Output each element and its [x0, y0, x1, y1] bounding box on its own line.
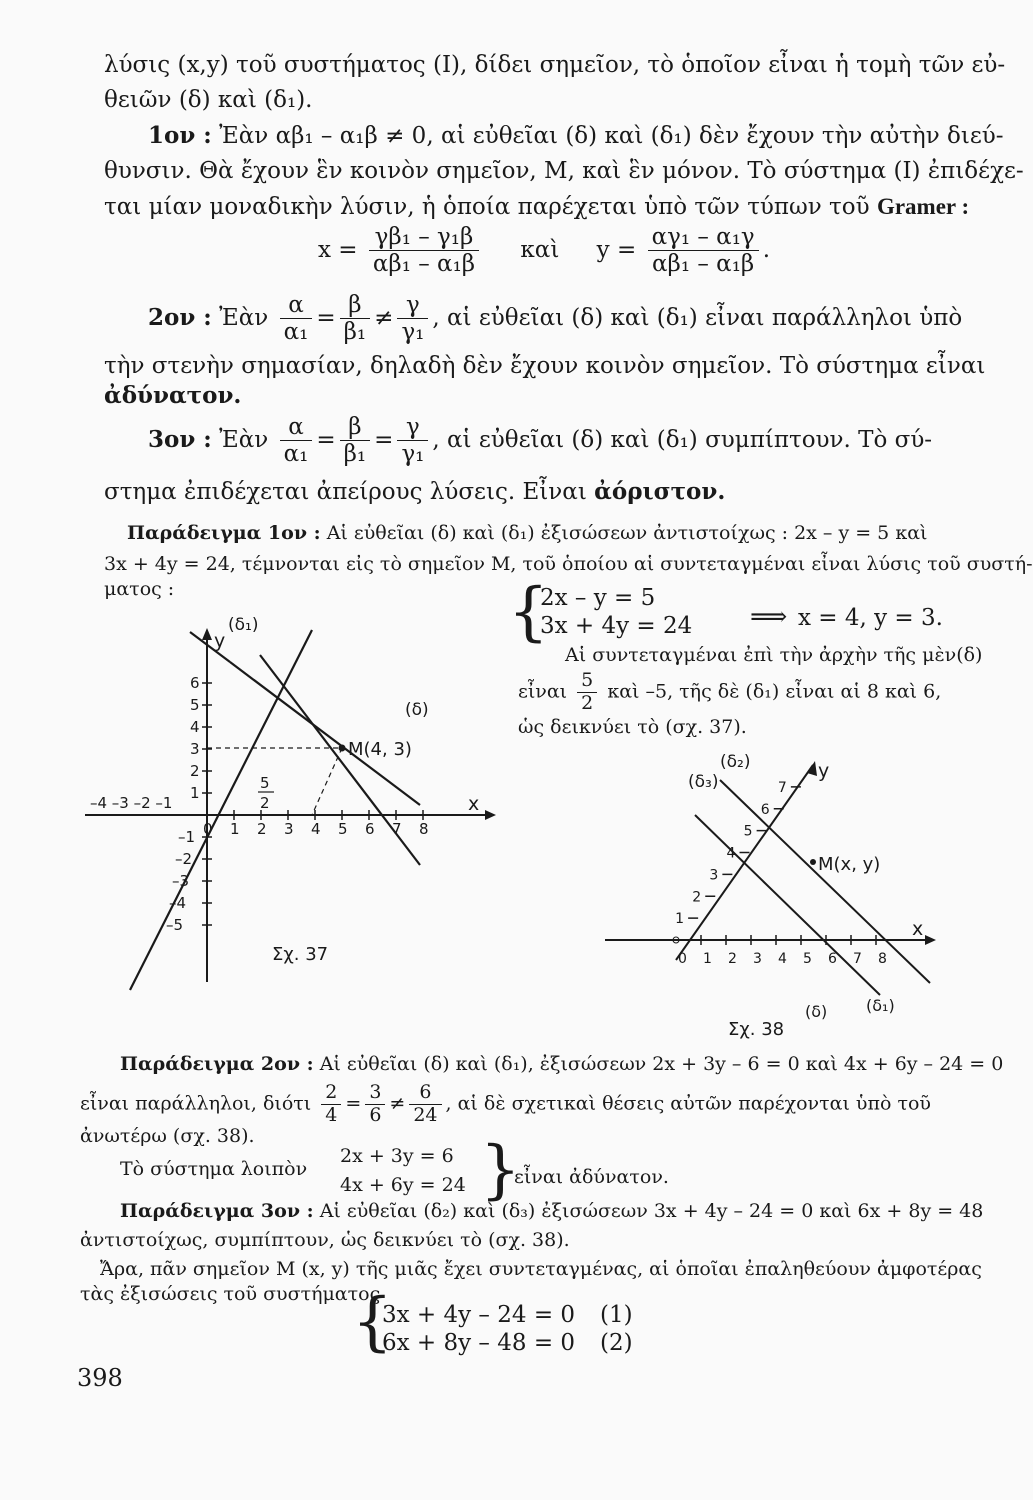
frac-num: α	[280, 414, 313, 441]
y-tick-label: 3	[190, 740, 200, 758]
x-tick-label: 6	[365, 820, 375, 838]
equals-sign: =	[316, 426, 336, 453]
example-3-line-2: ἀντιστοίχως, συμπίπτουν, ὡς δεικνύει τὸ (σχ. 38).	[80, 1229, 570, 1251]
y-lhs: y =	[596, 236, 637, 263]
fig37-half-den: 2	[260, 794, 270, 812]
y-period: .	[762, 236, 770, 263]
example-1-text-1: Αἱ εὐθεῖαι (δ) καὶ (δ₁) ἐξισώσεων ἀντιστοίχως : 2x – y = 5 καὶ	[326, 522, 928, 544]
frac-den: 6	[369, 1103, 382, 1126]
case-2-line-2: τὴν στενὴν σημασίαν, δηλαδὴ δὲν ἔχουν κοινὸν σημεῖον. Τὸ σύστημα εἶναι	[104, 353, 986, 379]
cramer-formulas	[318, 224, 770, 278]
frac-num: β	[340, 292, 371, 319]
x-tick-label: 7	[853, 951, 862, 967]
case-2-if: Ἐὰν	[219, 304, 269, 331]
example-3-line-3: Ἄρα, πᾶν σημεῖον Μ (x, y) τῆς μιᾶς ἔχει συντεταγμένας, αἱ ὁποῖαι ἐπαληθεύουν ἀμφοτέρας	[100, 1258, 982, 1280]
x-tick-label: 6	[828, 951, 837, 967]
frac-num: 3	[365, 1082, 385, 1105]
fig37-label-d1: (δ₁)	[228, 615, 259, 635]
x-tick-label: 5	[338, 820, 348, 838]
fig37-neg-x-ticks: –4 –3 –2 –1	[90, 794, 173, 812]
fig37-label-M: Μ(4, 3)	[348, 739, 412, 760]
ex3-system-num-1: (1)	[600, 1302, 633, 1328]
case-1-text-3: ται μίαν μοναδικὴν λύσιν, ἡ ὁποία παρέχεται ὑπὸ τῶν τύπων τοῦ	[104, 194, 870, 220]
system-brace-2: }	[480, 1133, 521, 1207]
x-lhs: x =	[318, 236, 358, 263]
case-3-if: Ἐὰν	[219, 426, 269, 453]
ex2-system-intro: Τὸ σύστημα λοιπὸν	[120, 1158, 308, 1180]
x-axis-arrow	[925, 935, 936, 945]
y-tick-label: 2	[692, 889, 702, 906]
x-tick-label: 8	[878, 951, 887, 967]
fig38-label-M: Μ(x, y)	[818, 854, 881, 875]
intro-line-2: θειῶν (δ) καὶ (δ₁).	[104, 87, 313, 113]
frac-num: γ	[397, 292, 428, 319]
case-3-frac-3	[397, 414, 428, 468]
example-2-line-1	[120, 1053, 1003, 1075]
y-numerator: αγ₁ – α₁γ	[648, 224, 759, 251]
ex1-solution: x = 4, y = 3.	[798, 605, 943, 631]
frac-num: β	[340, 414, 371, 441]
equals-sign: =	[374, 426, 394, 453]
x-tick-label: 4	[778, 951, 787, 967]
x-tick-label: 0	[678, 951, 687, 967]
y-tick-label: 2	[190, 762, 200, 780]
x-tick-label: 0	[203, 820, 213, 838]
line-d	[695, 815, 880, 995]
example-1-line-3: ματος :	[104, 578, 175, 600]
example-2-text-1: Αἱ εὐθεῖαι (δ) καὶ (δ₁), ἐξισώσεων 2x + 3y – 6 = 0 καὶ 4x + 6y – 24 = 0	[319, 1053, 1004, 1075]
example-2-label: Παράδειγμα 2ον :	[120, 1053, 314, 1075]
frac-num: 2	[321, 1082, 341, 1105]
x-tick-label: 8	[419, 820, 429, 838]
fig38-label-d1: (δ₁)	[866, 996, 895, 1015]
ex2-system-eq-2: 4x + 6y = 24	[340, 1174, 466, 1196]
y-tick-label: 1	[675, 911, 685, 928]
not-equals-sign: ≠	[374, 304, 394, 331]
frac-num: 5	[577, 670, 597, 693]
frac-den: β₁	[343, 319, 367, 346]
fig37-y-ticks	[166, 674, 212, 934]
case-1-line-1	[148, 122, 1004, 149]
x-tick-label: 5	[803, 951, 812, 967]
ex2-system-result: εἶναι ἀδύνατον.	[514, 1166, 669, 1188]
not-equals-sign: ≠	[389, 1092, 406, 1115]
y-tick-label: –3	[172, 872, 190, 890]
frac-den: α₁	[283, 441, 309, 468]
case-3-frac-2	[340, 414, 371, 468]
y-tick-label: –5	[166, 916, 184, 934]
y-denominator: αβ₁ – α₁β	[652, 251, 755, 278]
intro-line-1: λύσις (x,y) τοῦ συστήματος (Ι), δίδει σημεῖον, τὸ ὁποῖον εἶναι ἡ τομὴ τῶν εὐ-	[104, 52, 1006, 78]
x-tick-label: 7	[392, 820, 402, 838]
x-tick-label: 1	[703, 951, 712, 967]
ex1-system-eq-1: 2x – y = 5	[540, 585, 656, 611]
point-M	[810, 859, 816, 865]
case-3-frac-1	[280, 414, 313, 468]
fig37-label-x: x	[468, 793, 480, 815]
implies-arrow: ⟹	[750, 602, 788, 632]
frac-den: γ₁	[401, 319, 425, 346]
page-number: 398	[77, 1364, 123, 1392]
case-1-text-1: Ἐὰν αβ₁ – α₁β ≠ 0, αἱ εὐθεῖαι (δ) καὶ (δ₁) δὲν ἔχουν τὴν αὐτὴν διεύ-	[219, 123, 1004, 149]
case-2-frac-3	[397, 292, 428, 346]
figure-38	[600, 745, 945, 1045]
frac-den: β₁	[343, 441, 367, 468]
y-tick-label: 5	[743, 823, 753, 840]
fig38-label-d2: (δ₂)	[720, 752, 751, 772]
example-1-line-2: 3x + 4y = 24, τέμνονται εἰς τὸ σημεῖον Μ, τοῦ ὁποίου αἱ συντεταγμέναι εἶναι λύσις τοῦ συστή-	[104, 553, 1033, 575]
ex2-frac-2	[365, 1082, 385, 1127]
case-1-line-2: θυνσιν. Θὰ ἔχουν ἓν κοινὸν σημεῖον, Μ, καὶ ἓν μόνον. Τὸ σύστημα (Ι) ἐπιδέχε-	[104, 158, 1024, 184]
fig37-half-num: 5	[260, 774, 270, 792]
frac-den: 24	[413, 1103, 438, 1126]
point-M	[339, 745, 346, 752]
y-tick-label: –4	[169, 894, 187, 912]
fig37-label-y: y	[214, 630, 226, 652]
ex1-note-3: ὡς δεικνύει τὸ (σχ. 37).	[518, 716, 747, 738]
case-2-frac-2	[340, 292, 371, 346]
note-rest: καὶ –5, τῆς δὲ (δ₁) εἶναι αἱ 8 καὶ 6,	[607, 680, 942, 703]
system-brace-3: {	[352, 1285, 393, 1359]
note-is: εἶναι	[518, 680, 568, 703]
case-3-text-2: στημα ἐπιδέχεται ἀπείρους λύσεις. Εἶναι	[104, 479, 587, 505]
y-tick-label: –1	[178, 828, 196, 846]
x-tick-label: 3	[284, 820, 294, 838]
x-tick-label: 3	[753, 951, 762, 967]
case-2-line-1	[148, 292, 962, 346]
y-fraction	[648, 224, 759, 278]
ex3-system-eq-1: 3x + 4y – 24 = 0	[382, 1302, 576, 1328]
case-2-label: 2ον :	[148, 303, 212, 331]
y-tick-label: 4	[726, 845, 736, 862]
ex2-rest: , αἱ δὲ σχετικαὶ θέσεις αὐτῶν παρέχονται ὑπὸ τοῦ	[445, 1092, 931, 1115]
fig37-label-d: (δ)	[405, 700, 429, 720]
y-tick-label: 7	[777, 779, 787, 796]
x-tick-label: 2	[257, 820, 267, 838]
frac-den: 4	[325, 1103, 338, 1126]
case-2-rest: , αἱ εὐθεῖαι (δ) καὶ (δ₁) εἶναι παράλληλοι ὑπὸ	[432, 304, 963, 331]
fig37-caption: Σχ. 37	[272, 944, 329, 965]
example-2-line-3: ἀνωτέρω (σχ. 38).	[80, 1125, 255, 1147]
ex1-note-1: Αἱ συντεταγμέναι ἐπὶ τὴν ἀρχὴν τῆς μὲν(δ)	[565, 644, 983, 666]
example-3-text-1: Αἱ εὐθεῖαι (δ₂) καὶ (δ₃) ἐξισώσεων 3x + 4y – 24 = 0 καὶ 6x + 8y = 48	[319, 1200, 984, 1222]
x-numerator: γβ₁ – γ₁β	[369, 224, 479, 251]
ex1-note-2	[518, 670, 941, 715]
y-axis-arrow	[202, 628, 212, 640]
case-3-rest: , αἱ εὐθεῖαι (δ) καὶ (δ₁) συμπίπτουν. Τὸ σύ-	[432, 426, 933, 453]
example-3-line-1	[120, 1200, 983, 1222]
case-3-line-2	[104, 478, 725, 505]
frac-den: α₁	[283, 319, 309, 346]
example-1-line-1	[127, 522, 927, 544]
fig38-label-d: (δ)	[805, 1002, 828, 1021]
x-fraction	[369, 224, 479, 278]
ex2-text: εἶναι παράλληλοι, διότι	[80, 1092, 312, 1115]
case-2-line-3: ἀδύνατον.	[104, 382, 242, 409]
x-tick-label: 2	[728, 951, 737, 967]
fig38-label-y: y	[818, 760, 830, 782]
frac-den: γ₁	[401, 441, 425, 468]
ex2-frac-1	[321, 1082, 341, 1127]
y-axis-arrow	[807, 761, 817, 776]
y-tick-label: 6	[190, 674, 200, 692]
equals-sign: =	[345, 1092, 362, 1115]
x-tick-label: 1	[230, 820, 240, 838]
ex1-system-eq-2: 3x + 4y = 24	[540, 613, 693, 639]
cramer-label: Gramer :	[876, 194, 970, 219]
figure-37	[80, 610, 500, 985]
fig38-y-ticks	[675, 780, 801, 927]
frac-num: α	[280, 292, 313, 319]
case-1-label: 1ον :	[148, 122, 212, 149]
y-tick-label: 5	[190, 696, 200, 714]
ex2-system-eq-1: 2x + 3y = 6	[340, 1145, 454, 1167]
case-2-frac-1	[280, 292, 313, 346]
case-3-indeterminate: ἀόριστον.	[594, 478, 726, 505]
line-d1	[720, 780, 930, 983]
fig38-caption: Σχ. 38	[728, 1019, 785, 1040]
case-3-line-1	[148, 414, 932, 468]
fig38-label-d3: (δ₃)	[688, 772, 719, 792]
x-denominator: αβ₁ – α₁β	[372, 251, 476, 278]
case-1-line-3	[104, 194, 969, 220]
frac-num: 6	[409, 1082, 441, 1105]
ex3-system-eq-2: 6x + 8y – 48 = 0	[382, 1330, 576, 1356]
example-1-label: Παράδειγμα 1ον :	[127, 522, 321, 544]
y-tick-label: –2	[175, 850, 193, 868]
ex3-system-num-2: (2)	[600, 1330, 633, 1356]
and-word: καὶ	[520, 236, 560, 263]
x-tick-label: 4	[311, 820, 321, 838]
frac-den: 2	[581, 691, 594, 714]
case-3-label: 3ον :	[148, 425, 212, 453]
example-3-label: Παράδειγμα 3ον :	[120, 1200, 314, 1222]
note-fraction	[577, 670, 597, 715]
system-brace-1: {	[508, 575, 549, 649]
frac-num: γ	[397, 414, 428, 441]
example-3-line-4: τὰς ἐξισώσεις τοῦ συστήματος	[80, 1283, 381, 1305]
y-tick-label: 6	[760, 801, 770, 818]
ex2-frac-3	[409, 1082, 441, 1127]
y-tick-label: 3	[709, 867, 719, 884]
y-tick-label: 1	[190, 784, 200, 802]
equals-sign: =	[316, 304, 336, 331]
fig38-label-x: x	[912, 918, 924, 940]
example-2-line-2	[80, 1082, 931, 1127]
y-tick-label: 4	[190, 718, 200, 736]
x-axis-arrow	[485, 810, 496, 820]
